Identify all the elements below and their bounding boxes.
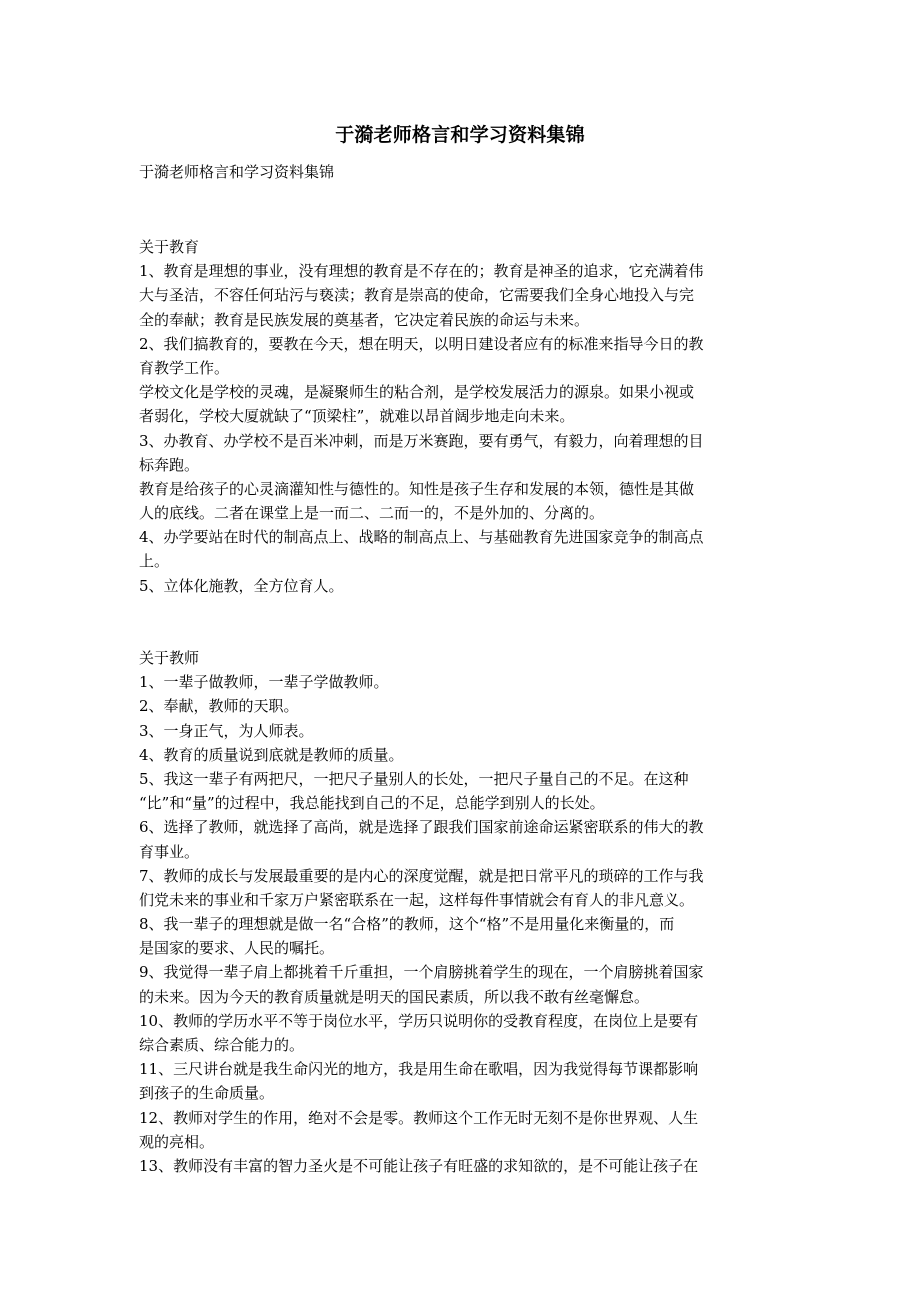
section-heading: 关于教师 — [139, 649, 200, 667]
text-line: 3、一身正气，为人师表。 — [139, 721, 314, 740]
text-line: 11、三尺讲台就是我生命闪光的地方，我是用生命在歌唱，因为我觉得每节课都影响 — [139, 1060, 699, 1079]
text-line: 1、一辈子做教师，一辈子学做教师。 — [139, 673, 389, 692]
document-title: 于漪老师格言和学习资料集锦 — [335, 124, 585, 146]
text-line: 综合素质、综合能力的。 — [139, 1036, 305, 1054]
text-line: 3、办教育、办学校不是百米冲刺，而是万米赛跑，要有勇气，有毅力，向着理想的目 — [139, 431, 704, 450]
text-line: 8、我一辈子的理想就是做一名“合格”的教师，这个“格”不是用量化来衡量的，而 — [139, 915, 675, 934]
text-line: 10、教师的学历水平不等于岗位水平，学历只说明你的受教育程度，在岗位上是要有 — [139, 1011, 699, 1030]
text-line: 是国家的要求、人民的嘱托。 — [139, 939, 335, 958]
text-line: 4、教育的质量说到底就是教师的质量。 — [139, 745, 404, 764]
text-line: 6、选择了教师，就选择了高尚，就是选择了跟我们国家前途命运紧密联系的伟大的教 — [139, 818, 704, 837]
text-line: 标奔跑。 — [139, 455, 200, 474]
text-line: 全的奉献；教育是民族发展的奠基者，它决定着民族的命运与未来。 — [139, 310, 590, 329]
text-line: 观的亮相。 — [139, 1132, 215, 1151]
text-line: 育事业。 — [139, 842, 200, 861]
text-line: 1、教育是理想的事业，没有理想的教育是不存在的；教育是神圣的追求，它充满着伟 — [139, 262, 704, 281]
text-line: 4、办学要站在时代的制高点上、战略的制高点上、与基础教育先进国家竞争的制高点 — [139, 528, 704, 547]
text-line: 人的底线。二者在课堂上是一而二、二而一的，不是外加的、分离的。 — [139, 504, 605, 523]
text-line: 者弱化，学校大厦就缺了“顶梁柱”，就难以昂首阔步地走向未来。 — [139, 407, 575, 426]
text-line: 到孩子的生命质量。 — [139, 1084, 275, 1103]
text-line: 上。 — [139, 552, 170, 571]
text-line: 教育是给孩子的心灵滴灌知性与德性的。知性是孩子生存和发展的本领，德性是其做 — [139, 479, 695, 498]
text-line: 们党未来的事业和千家万户紧密联系在一起，这样每件事情就会有育人的非凡意义。 — [139, 890, 695, 909]
text-line: 12、教师对学生的作用，绝对不会是零。教师这个工作无时无刻不是你世界观、人生 — [139, 1108, 699, 1127]
text-line: “比”和“量”的过程中，我总能找到自己的不足，总能学到别人的长处。 — [139, 794, 605, 813]
document-subtitle: 于漪老师格言和学习资料集锦 — [139, 163, 335, 181]
text-line: 的未来。因为今天的教育质量就是明天的国民素质，所以我不敢有丝毫懈怠。 — [139, 987, 650, 1006]
text-line: 2、奉献，教师的天职。 — [139, 697, 299, 716]
text-line: 大与圣洁，不容任何玷污与亵渎；教育是崇高的使命，它需要我们全身心地投入与完 — [139, 286, 695, 305]
text-line: 9、我觉得一辈子肩上都挑着千斤重担，一个肩膀挑着学生的现在，一个肩膀挑着国家 — [139, 963, 704, 982]
section-education — [139, 235, 784, 598]
text-line: 5、我这一辈子有两把尺，一把尺子量别人的长处，一把尺子量自己的不足。在这种 — [139, 769, 689, 788]
text-line: 2、我们搞教育的，要教在今天，想在明天，以明日建设者应有的标准来指导今日的教 — [139, 334, 704, 353]
text-line: 13、教师没有丰富的智力圣火是不可能让孩子有旺盛的求知欲的，是不可能让孩子在 — [139, 1156, 699, 1175]
text-line: 学校文化是学校的灵魂，是凝聚师生的粘合剂，是学校发展活力的源泉。如果小视或 — [139, 383, 695, 402]
text-line: 育教学工作。 — [139, 358, 230, 377]
text-line: 5、立体化施教，全方位育人。 — [139, 576, 344, 595]
section-teacher — [139, 646, 784, 1178]
text-line: 7、教师的成长与发展最重要的是内心的深度觉醒，就是把日常平凡的琐碎的工作与我 — [139, 866, 704, 885]
section-heading: 关于教育 — [139, 238, 200, 256]
